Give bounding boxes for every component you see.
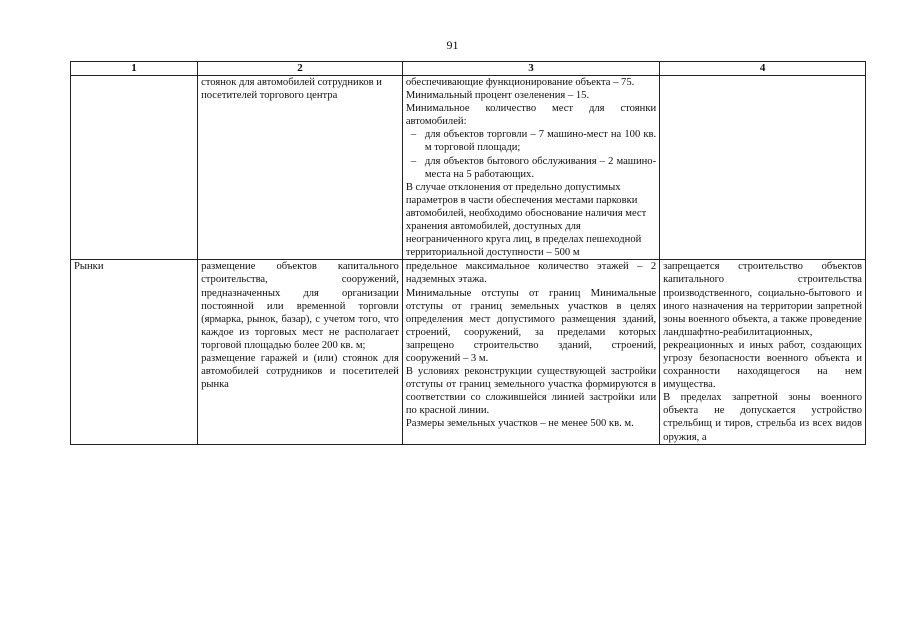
dash-marker: – (410, 155, 417, 167)
column-number-row (71, 62, 866, 76)
row2-restrict-p1: запрещается строительство объектов капитального строительства производственного, социально-бытового и иного назначения на территории запретной зоны военного объекта, а также проведение ландшафтно-реабилитационных, (663, 261, 862, 338)
column-header-1: 1 (71, 62, 198, 76)
row1-type-cell (71, 76, 198, 260)
row2-restrictions-cell (660, 260, 866, 444)
column-header-3: 3 (402, 62, 659, 76)
row2-usage-cell (198, 260, 403, 444)
table-row (71, 76, 866, 260)
row2-type-cell: Рынки (71, 260, 198, 444)
row2-param-p1: предельное максимальное количество этажей – 2 надземных этажа. (405, 261, 657, 286)
list-item: – для объектов бытового обслуживания – 2 машино-места на 5 работающих. (410, 155, 657, 180)
table-row (71, 260, 866, 444)
row1-parameters-cell (402, 76, 659, 260)
row1-usage-cell (198, 76, 403, 260)
row2-usage-p2: размещение гаражей и (или) стоянок для автомобилей сотрудников и посетителей рынка (201, 352, 399, 391)
row1-param-p2: Минимальный процент озеленения – 15. (405, 90, 590, 102)
row2-restrict-p2: рекреационных и иных работ, создающих угрозу безопасности военного объекта и сохранности находящегося на нем имущества. (663, 339, 862, 391)
row1-param-p1: обеспечивающие функционирование объекта – 75. (405, 77, 635, 88)
row2-param-p2: Минимальные отступы от границ Минимальные отступы от границ земельных участков в целях определения мест допустимого размещения зданий, строений, сооружений, за пределами которых запрещено строительство зданий, строений, сооружений – 3 м. (405, 287, 657, 364)
list-item: – для объектов торговли – 7 машино-мест на 100 кв. м торговой площади; (410, 129, 657, 154)
column-header-4: 4 (660, 62, 866, 76)
row2-parameters-cell (402, 260, 659, 444)
page-number: 91 (446, 38, 459, 52)
row1-param-p4: В случае отклонения от предельно допустимых параметров в части обеспечения местами парковки автомобилей, необходимо обоснование наличия мест хранения автомобилей, доступных для неограниченного круга лиц, в пределах пешеходной территориальной доступности – 500 м (405, 181, 647, 259)
row2-param-p4: Размеры земельных участков – не менее 500 кв. м. (405, 418, 634, 430)
dash-marker: – (410, 129, 417, 141)
regulations-table (70, 61, 866, 445)
column-header-2: 2 (198, 62, 403, 76)
row2-usage-p1: размещение объектов капитального строительства, сооружений, предназначенных для организации постоянной или временной торговли (ярмарка, рынок, базар), с учетом того, что каждое из торговых мест не располагает торговой площадью более 200 кв. м; (201, 261, 399, 351)
row1-restrictions-cell (660, 76, 866, 260)
row1-usage-text: стоянок для автомобилей сотрудников и посетителей торгового центра (201, 77, 382, 102)
row2-param-p3: В условиях реконструкции существующей застройки отступы от границ земельного участка формируются в соответствии со сложившейся линией застройки или по красной линии. (405, 366, 657, 417)
row1-param-list (406, 128, 656, 180)
row2-restrict-p3: В пределах запретной зоны военного объекта не допускается устройство стрельбищ и тиров, стрельба из всех видов оружия, а (663, 392, 862, 443)
row1-param-p3: Минимальное количество мест для стоянки автомобилей: (405, 103, 657, 128)
